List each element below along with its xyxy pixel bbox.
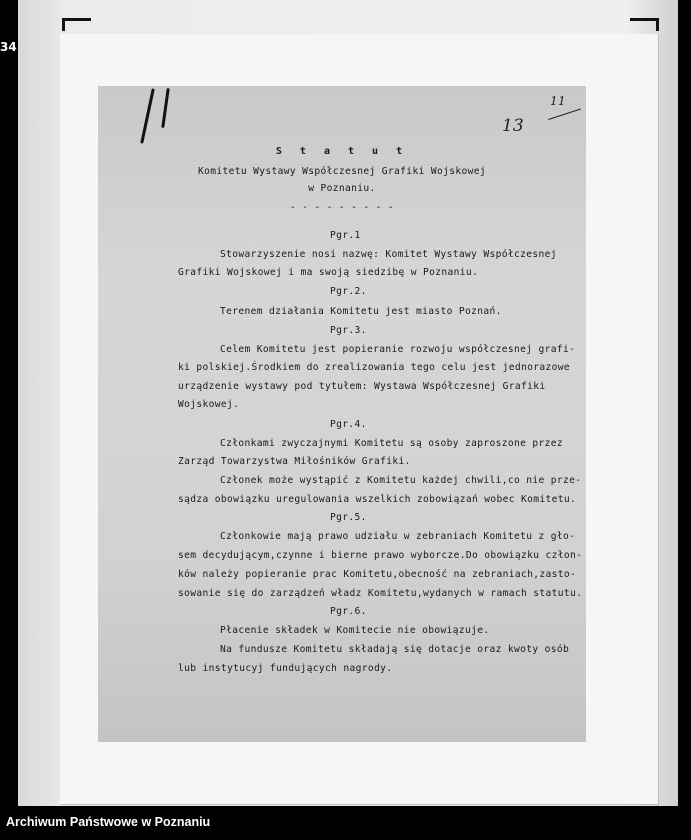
text-line: Stowarzyszenie nosi nazwę: Komitet Wystawy Współczesnej <box>220 249 557 260</box>
page-number: 13 <box>502 116 524 136</box>
text-line: sądza obowiązku uregulowania wszelkich zobowiązań wobec Komitetu. <box>178 494 577 505</box>
separator-line: - - - - - - - - - <box>289 202 395 213</box>
text-line: Celem Komitetu jest popieranie rozwoju współczesnej grafi- <box>220 344 576 355</box>
paragraph-heading: Pgr.5. <box>330 512 367 523</box>
paragraph-heading: Pgr.2. <box>330 286 367 297</box>
text-line: Członkowie mają prawo udziału w zebraniach Komitetu z gło- <box>220 531 576 542</box>
frame-corner-mark <box>630 18 659 31</box>
text-line: sem decydującym,czynne i bierne prawo wyborcze.Do obowiązku człon- <box>178 550 583 561</box>
pen-stroke <box>140 88 155 143</box>
paragraph-heading: Pgr.6. <box>330 606 367 617</box>
archive-footer-label: Archiwum Państwowe w Poznaniu <box>6 815 211 829</box>
text-line: urządzenie wystawy pod tytułem: Wystawa Współczesnej Grafiki <box>178 381 546 392</box>
struck-number-text: 11 <box>550 94 566 108</box>
text-line: Wojskowej. <box>178 399 240 410</box>
paragraph-heading: Pgr.3. <box>330 325 367 336</box>
text-line: Członkami zwyczajnymi Komitetu są osoby zaproszone przez <box>220 438 564 449</box>
film-frame-number: 34 <box>0 40 17 54</box>
text-line: ków należy popieranie prac Komitetu,obecność na zebraniach,zasto- <box>178 569 577 580</box>
text-line: Grafiki Wojskowej i ma swoją siedzibę w Poznaniu. <box>178 267 479 278</box>
text-line: Na fundusze Komitetu składają się dotacje oraz kwoty osób <box>220 644 570 655</box>
text-line: Zarząd Towarzystwa Miłośników Grafiki. <box>178 456 411 467</box>
paragraph-heading: Pgr.4. <box>330 419 367 430</box>
document-subtitle-city: w Poznaniu. <box>308 183 376 194</box>
frame-corner-mark <box>62 18 91 31</box>
pen-stroke <box>161 88 170 128</box>
document-subtitle: Komitetu Wystawy Współczesnej Grafiki Wojskowej <box>198 166 486 177</box>
document-title: S t a t u t <box>275 146 409 157</box>
text-line: ki polskiej.Środkiem do zrealizowania tego celu jest jednorazowe <box>178 362 571 373</box>
typed-document <box>98 86 586 742</box>
text-line: Terenem działania Komitetu jest miasto Poznań. <box>220 306 502 317</box>
text-line: Członek może wystąpić z Komitetu każdej chwili,co nie prze- <box>220 475 582 486</box>
text-line: Płacenie składek w Komitecie nie obowiązuje. <box>220 625 490 636</box>
paragraph-heading: Pgr.1 <box>330 230 361 241</box>
text-line: sowanie się do zarządzeń władz Komitetu,wydanych w ramach statutu. <box>178 588 583 599</box>
text-line: lub instytucyj fundujących nagrody. <box>178 663 393 674</box>
